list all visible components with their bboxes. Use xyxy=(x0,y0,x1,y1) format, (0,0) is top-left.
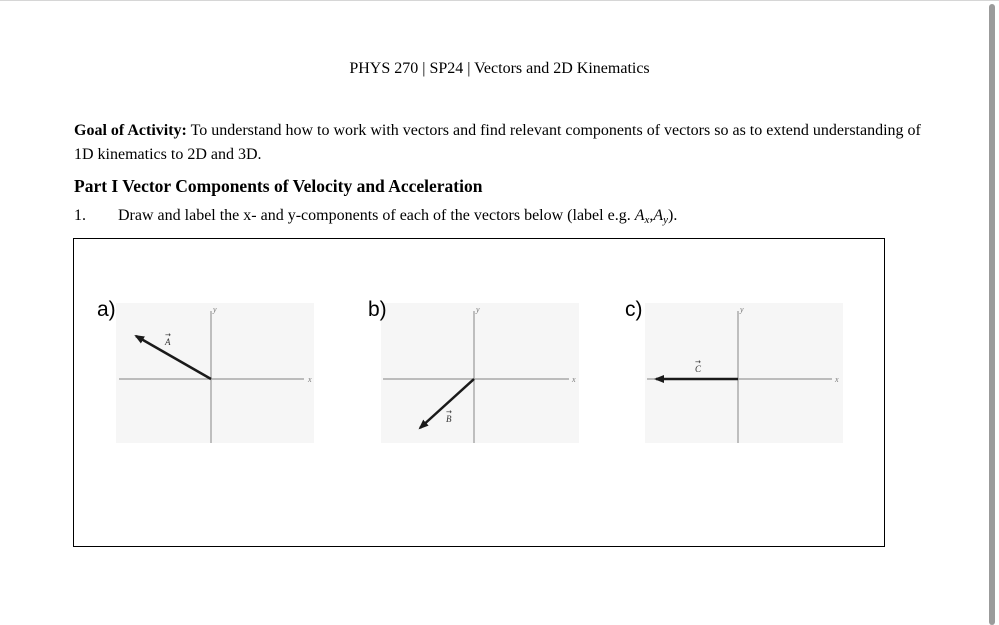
diagram-c xyxy=(647,305,839,443)
question-1 xyxy=(74,207,934,226)
diagram-a xyxy=(119,305,312,443)
vector-c-label: C xyxy=(695,364,702,374)
goal-text: To understand how to work with vectors and find relevant components of vectors so as to extend understanding of 1D kinematics to 2D and 3D. xyxy=(74,122,921,163)
panel-a-label: a) xyxy=(97,298,116,321)
scrollbar-thumb[interactable] xyxy=(989,4,995,625)
vector-c-arrow-accent: → xyxy=(695,358,701,366)
example-label-ay: $A_y$ xyxy=(653,207,669,226)
goal-label: Goal of Activity: xyxy=(74,122,187,139)
figure-box xyxy=(73,238,885,547)
question-closing: ). xyxy=(668,207,678,224)
vector-b-arrow-accent: → xyxy=(446,408,452,416)
page-top-border xyxy=(0,0,999,1)
diagram-b-y-label: y xyxy=(476,305,480,314)
vector-b-label: B xyxy=(446,414,452,424)
example-separator: , xyxy=(649,207,654,224)
vector-a-label: A xyxy=(165,337,171,347)
diagram-b-x-label: x xyxy=(572,375,576,384)
diagram-c-x-label: x xyxy=(835,375,839,384)
part-title: Part I Vector Components of Velocity and Acceleration xyxy=(74,176,483,196)
goal-paragraph xyxy=(74,119,934,167)
vector-a-arrow xyxy=(136,336,211,379)
diagram-a-x-label: x xyxy=(308,375,312,384)
panel-b-label: b) xyxy=(368,298,387,321)
question-number: 1. xyxy=(74,207,86,224)
vector-diagrams xyxy=(74,239,884,546)
example-label-ax: $A_x$ xyxy=(634,207,650,226)
panel-c-label: c) xyxy=(625,298,643,321)
diagram-b xyxy=(383,305,576,443)
question-text: Draw and label the x- and y-components of each of the vectors below (label e.g. xyxy=(118,207,635,224)
diagram-c-y-label: y xyxy=(740,305,744,314)
vector-a-arrow-accent: → xyxy=(165,331,171,339)
diagram-a-y-label: y xyxy=(213,305,217,314)
page-header: PHYS 270 | SP24 | Vectors and 2D Kinematics xyxy=(349,60,650,77)
